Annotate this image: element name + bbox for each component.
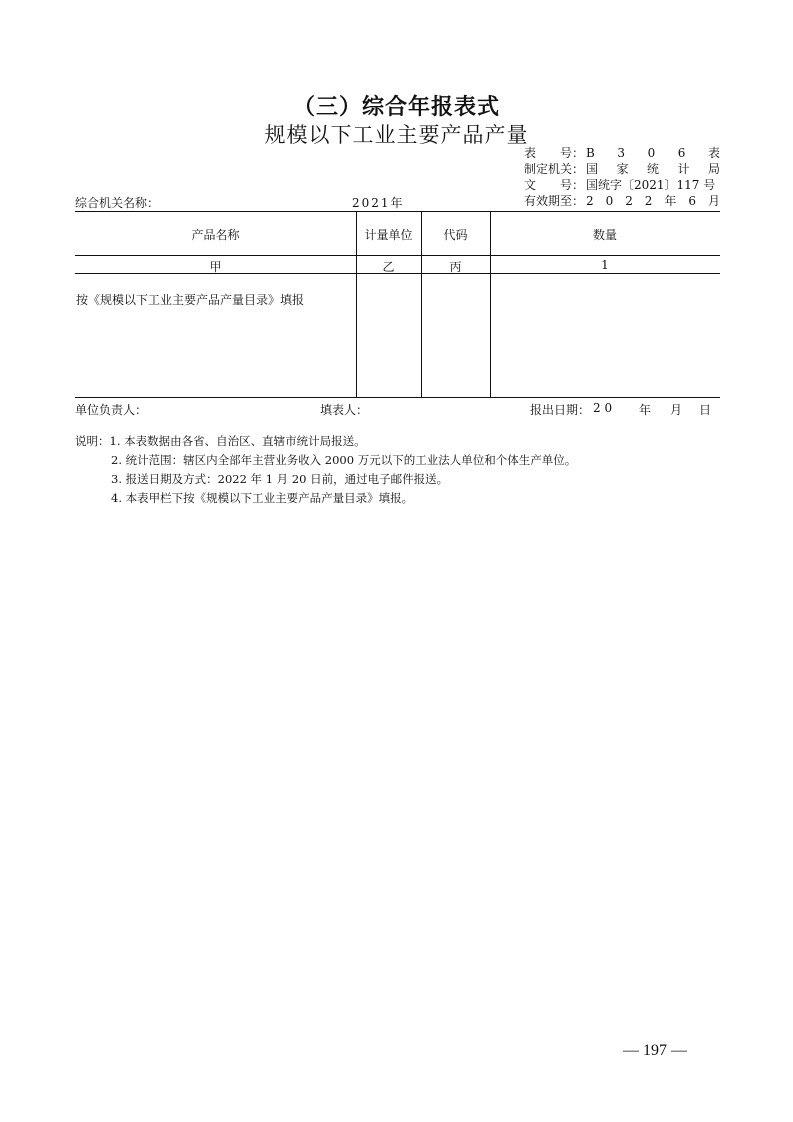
code-yi: 乙: [382, 260, 395, 274]
header-quantity: 数量: [592, 228, 617, 242]
code-1: 1: [601, 258, 609, 272]
responsible-person-label: 单位负责人：: [75, 403, 148, 417]
header-product-name: 产品名称: [191, 228, 240, 242]
table-bottom-rule: [75, 397, 720, 398]
page-number: — 197 —: [623, 1042, 687, 1059]
form-title: （三）综合年报表式: [292, 95, 500, 120]
report-date-label: 报出日期：: [530, 403, 591, 417]
day-unit: 日: [699, 403, 712, 417]
note-4: 4. 本表甲栏下按《规模以下工业主要产品产量目录》填报。: [111, 491, 414, 505]
note-1: 说明：1. 本表数据由各省、自治区、直辖市统计局报送。: [75, 434, 366, 448]
form-subtitle: 规模以下工业主要产品产量: [264, 123, 529, 147]
year-unit: 年: [639, 403, 652, 417]
meta-row-issuer: 制定机关： 国 家 统 计 局: [524, 162, 720, 176]
note-3: 3. 报送日期及方式：2022 年 1 月 20 日前，通过电子邮件报送。: [111, 472, 449, 486]
report-date-prefix: 2 0: [593, 401, 613, 415]
note-2: 2. 统计范围：辖区内全部年主营业务收入 2000 万元以下的工业法人单位和个体生产单位。: [111, 453, 577, 467]
filler-label: 填表人：: [320, 403, 369, 417]
table-header-rule: [75, 255, 720, 256]
code-bing: 丙: [449, 260, 462, 274]
header-code: 代码: [443, 228, 468, 242]
org-name-label: 综合机关名称：: [75, 196, 160, 210]
meta-row-document-number: 文 号： 国统字〔2021〕117 号: [524, 178, 716, 192]
report-year: 2021年: [352, 196, 405, 210]
meta-row-valid-until: 有效期至： 2 0 2 2 年 6 月: [524, 194, 720, 208]
table-top-rule: [75, 211, 720, 212]
table-body-text: 按《规模以下工业主要产品产量目录》填报: [76, 293, 305, 307]
month-unit: 月: [670, 403, 683, 417]
header-unit: 计量单位: [364, 228, 413, 242]
code-jia: 甲: [209, 260, 222, 274]
meta-row-form-number: 表 号： B 3 0 6 表: [524, 146, 720, 160]
